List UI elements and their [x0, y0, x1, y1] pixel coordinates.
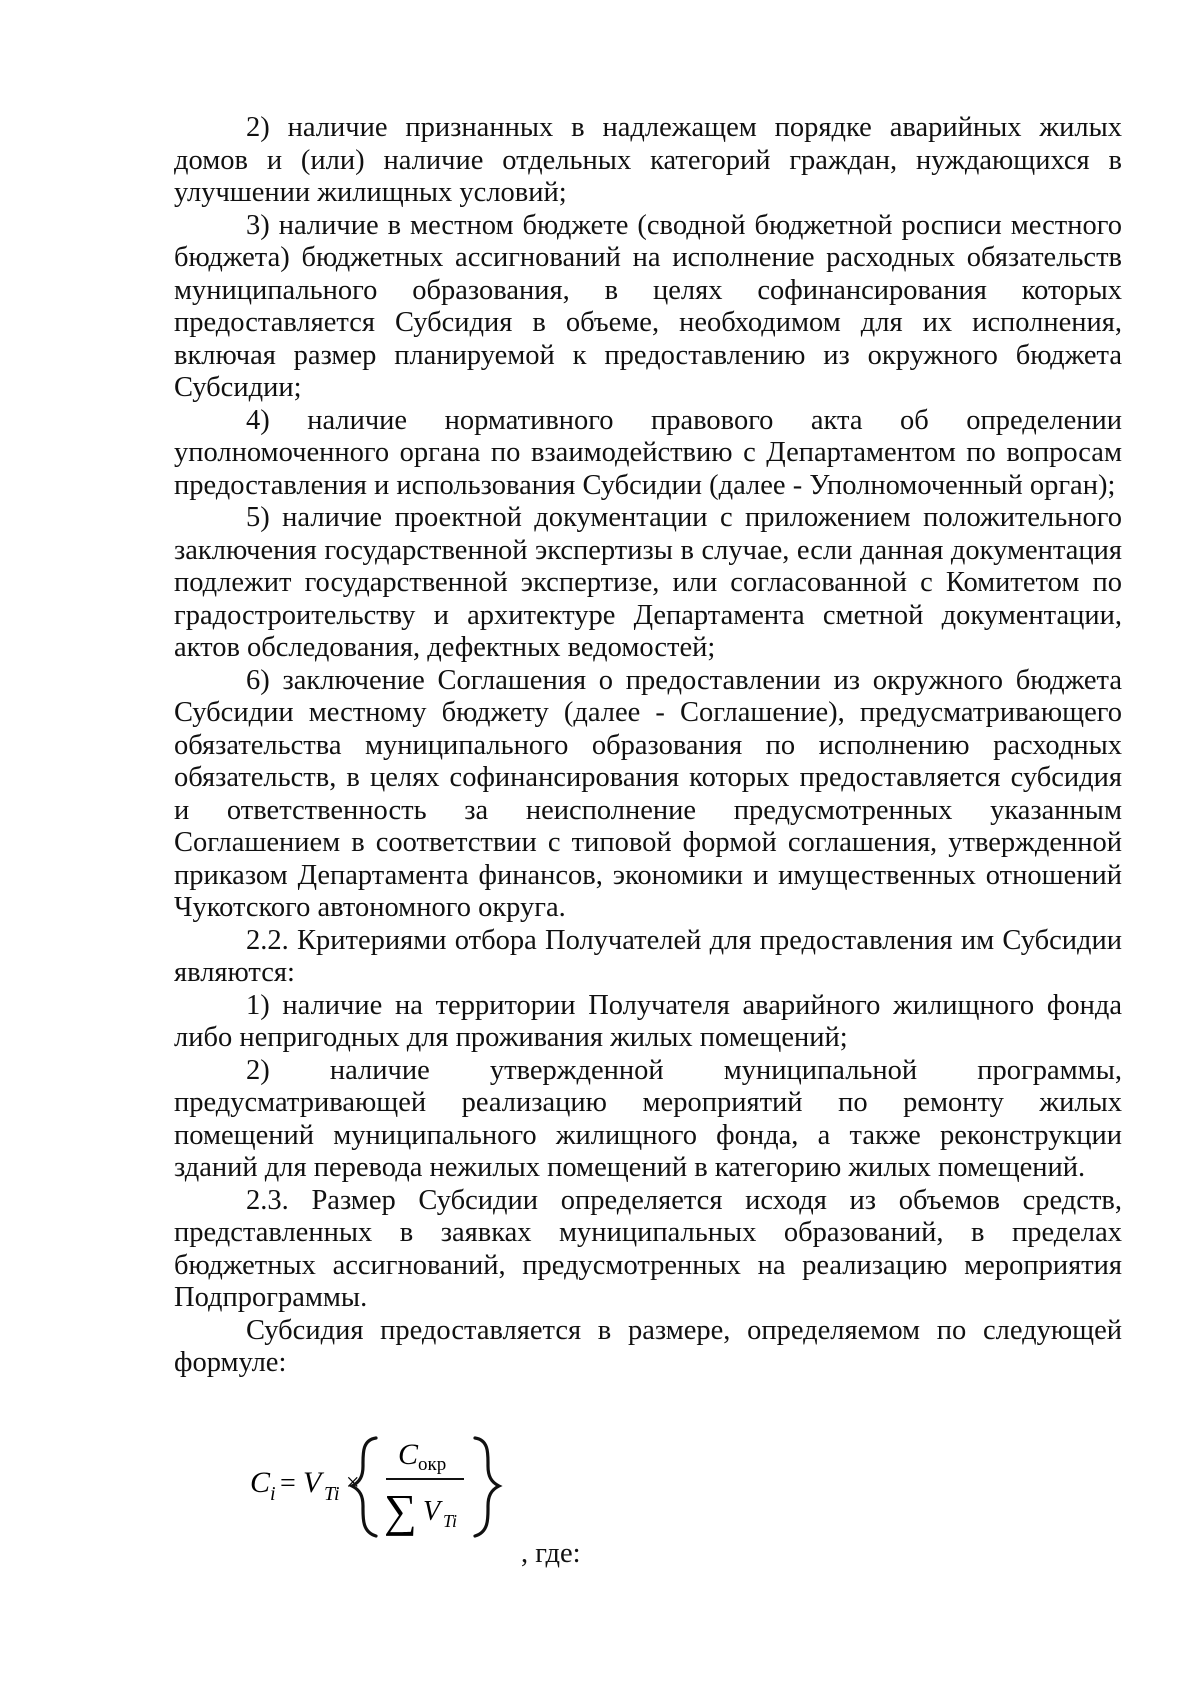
formula-sum-v: V — [423, 1496, 441, 1527]
paragraph-criterion-2: 2) наличие утвержденной муниципальной программы, предусматривающей реализацию мероприятий по ремонту жилых помещений муниципального жилищного фонда, а также реконструкции зданий для перевода нежилых помещений в категорию жилых помещений. — [174, 1054, 1122, 1183]
formula-subscript-ti: Ti — [324, 1483, 340, 1505]
left-brace — [352, 1438, 376, 1536]
paragraph-section-2-3: 2.3. Размер Субсидии определяется исходя из объемов средств, представленных в заявках муниципальных образований, в пределах бюджетных ассигнований, предусмотренных на реализацию мероприятия Подпрограммы. — [174, 1184, 1122, 1313]
sum-sign: ∑ — [384, 1485, 417, 1536]
formula-sum-subscript-ti: Ti — [443, 1511, 458, 1531]
formula-times: × — [346, 1470, 360, 1496]
paragraph-formula-intro: Субсидия предоставляется в размере, определяемом по следующей формуле: — [174, 1314, 1122, 1378]
formula-c-okr: C — [398, 1438, 419, 1471]
formula-graphic — [248, 1428, 608, 1548]
paragraph-item-4: 4) наличие нормативного правового акта об определении уполномоченного органа по взаимодействию с Департаментом по вопросам предоставления и использования Субсидии (далее - Уполномоченный орган); — [174, 404, 1122, 501]
formula-v: V — [303, 1466, 322, 1499]
document-body — [174, 112, 1122, 1380]
formula-where-label: , где: — [521, 1538, 581, 1569]
formula-equals: = — [280, 1468, 296, 1499]
subsidy-formula — [248, 1428, 608, 1548]
paragraph-item-6: 6) заключение Соглашения о предоставлении из окружного бюджета Субсидии местному бюджету (далее - Соглашение), предусматривающего обязательства муниципального образования по исполнению расходных обязательств, в целях софинансирования которых предоставляется субсидия и ответственность за неисполнение предусмотренных указанным Соглашением в соответствии с типовой формой соглашения, утвержденной приказом Департамента финансов, экономики и имущественных отношений Чукотского автономного округа. — [174, 664, 1122, 923]
formula-subscript-okr: окр — [418, 1454, 447, 1475]
paragraph-criterion-1: 1) наличие на территории Получателя аварийного жилищного фонда либо непригодных для проживания жилых помещений; — [174, 989, 1122, 1053]
paragraph-section-2-2: 2.2. Критериями отбора Получателей для предоставления им Субсидии являются: — [174, 924, 1122, 988]
paragraph-item-5: 5) наличие проектной документации с приложением положительного заключения государственной экспертизы в случае, если данная документация подлежит государственной экспертизе, или согласованной с Комитетом по градостроительству и архитектуре Департамента сметной документации, актов обследования, дефектных ведомостей; — [174, 502, 1122, 663]
formula-c: C — [250, 1466, 271, 1499]
formula-subscript-i: i — [270, 1483, 276, 1505]
right-brace — [475, 1438, 499, 1536]
paragraph-item-2: 2) наличие признанных в надлежащем порядке аварийных жилых домов и (или) наличие отдельных категорий граждан, нуждающихся в улучшении жилищных условий; — [174, 112, 1122, 208]
paragraph-item-3: 3) наличие в местном бюджете (сводной бюджетной росписи местного бюджета) бюджетных ассигнований на исполнение расходных обязательств муниципального образования, в целях софинансирования которых предоставляется Субсидия в объеме, необходимом для их исполнения, включая размер планируемой к предоставлению из окружного бюджета Субсидии; — [174, 209, 1122, 403]
